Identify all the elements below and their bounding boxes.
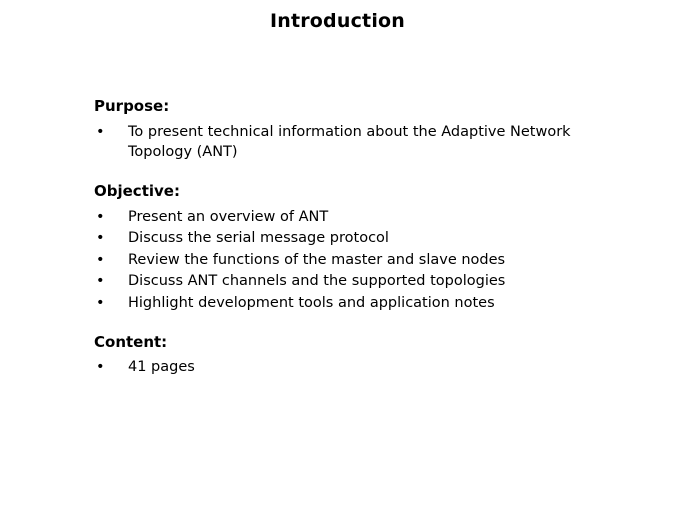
section-purpose bbox=[94, 96, 614, 163]
list-item-text: Review the functions of the master and slave nodes bbox=[128, 251, 506, 268]
section-heading-objective: Objective: bbox=[94, 181, 180, 200]
list-item-text: To present technical information about the Adaptive Network Topology (ANT) bbox=[128, 123, 571, 161]
bullet-icon: • bbox=[96, 208, 105, 225]
list-item bbox=[94, 357, 614, 378]
section-content bbox=[94, 332, 614, 378]
list-item bbox=[94, 271, 614, 292]
bullet-icon: • bbox=[96, 230, 105, 247]
bullet-list-content bbox=[94, 357, 614, 378]
list-item bbox=[94, 207, 614, 228]
section-objective bbox=[94, 181, 614, 314]
bullet-icon: • bbox=[96, 251, 105, 268]
list-item-text: 41 pages bbox=[128, 359, 195, 376]
bullet-icon: • bbox=[96, 123, 105, 140]
bullet-icon: • bbox=[96, 294, 105, 311]
section-heading-content: Content: bbox=[94, 332, 168, 351]
bullet-icon: • bbox=[96, 359, 105, 376]
list-item bbox=[94, 293, 614, 314]
list-item bbox=[94, 122, 614, 163]
list-item-text: Present an overview of ANT bbox=[128, 208, 329, 225]
bullet-list-purpose bbox=[94, 122, 614, 163]
bullet-icon: • bbox=[96, 273, 105, 290]
list-item bbox=[94, 250, 614, 271]
list-item-text: Discuss the serial message protocol bbox=[128, 230, 389, 247]
section-heading-purpose: Purpose: bbox=[94, 97, 170, 115]
slide-body bbox=[94, 96, 614, 379]
list-item-text: Discuss ANT channels and the supported topologies bbox=[128, 273, 506, 290]
list-item bbox=[94, 228, 614, 249]
bullet-list-objective bbox=[94, 207, 614, 314]
page-title: Introduction bbox=[269, 10, 406, 32]
list-item-text: Highlight development tools and application notes bbox=[128, 294, 495, 311]
